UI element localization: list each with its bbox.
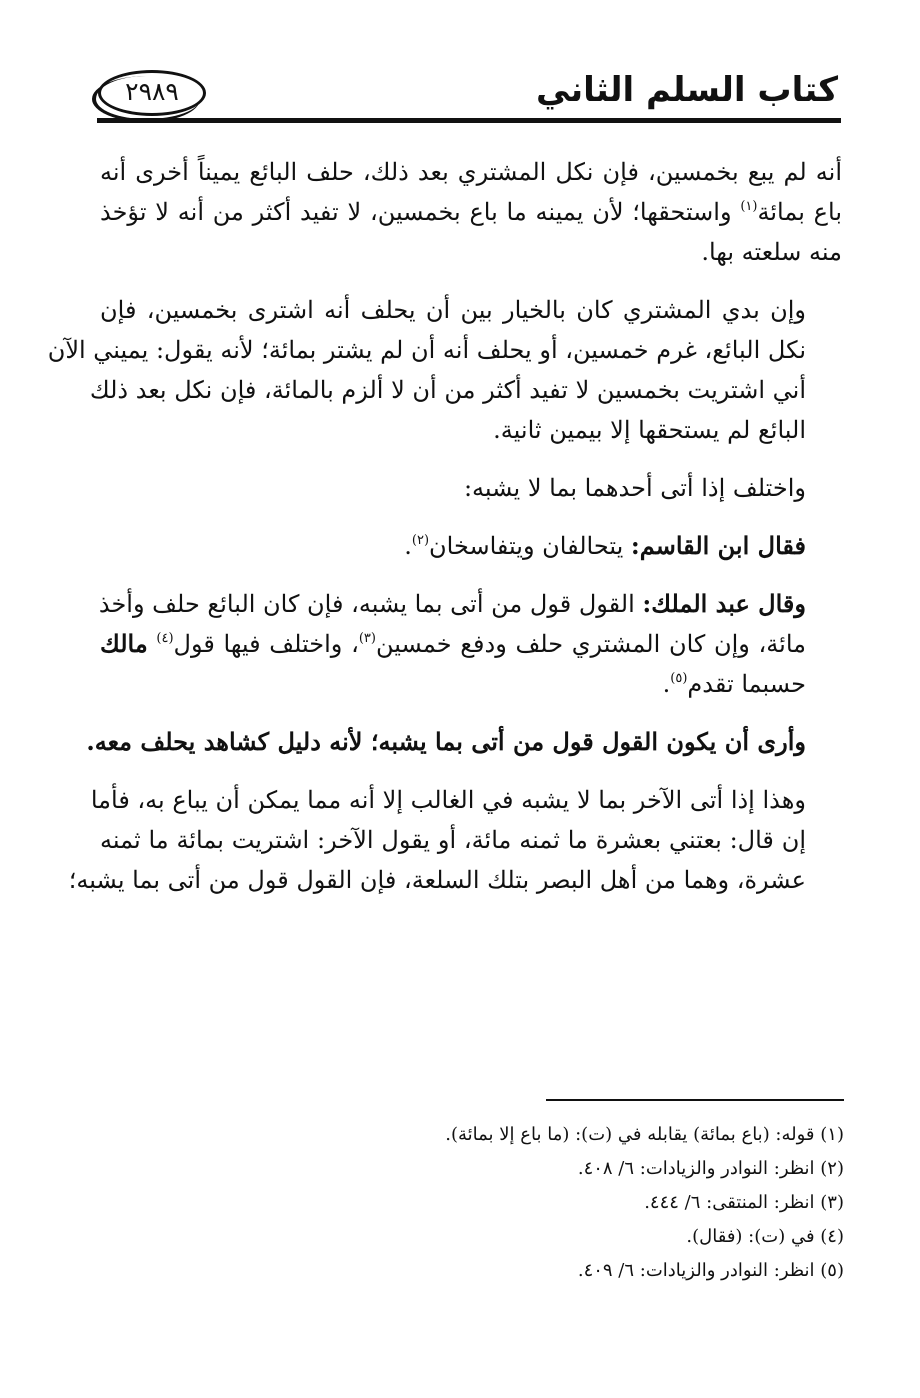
text-line xyxy=(100,664,842,704)
footnotes xyxy=(84,1118,844,1288)
paragraph-1 xyxy=(100,152,842,272)
text-segment: باع بمائة$^{(١)}$ واستحقها؛ لأن يمينه ما باع بخمسين، لا تفيد أكثر من أنه لا تؤخذ xyxy=(100,198,842,226)
text-line xyxy=(100,584,842,624)
text-line: إن قال: بعتني بعشرة ما ثمنه مائة، أو يقول الآخر: اشتريت بمائة ما ثمنه xyxy=(100,826,806,854)
text-line xyxy=(100,526,842,566)
footnote-1: (١) قوله: (باع بمائة) يقابله في (ت): (ما باع إلا بمائة). xyxy=(445,1124,844,1145)
paragraph-5 xyxy=(100,584,842,704)
text-line: أني اشتريت بخمسين لا تفيد أكثر من أن لا ألزم بالمائة، فإن نكل بعد ذلك xyxy=(89,376,806,404)
footnote-5: (٥) انظر: النوادر والزيادات: ٦/ ٤٠٩. xyxy=(577,1260,844,1281)
footnote-4: (٤) في (ت): (فقال). xyxy=(686,1226,844,1247)
text-line: منه سلعته بها. xyxy=(701,238,842,266)
text-line: وأرى أن يكون القول قول من أتى بما يشبه؛ لأنه دليل كشاهد يحلف معه. xyxy=(86,727,806,756)
footnote-marker: (٣) xyxy=(358,631,376,646)
footnote-marker: (٢) xyxy=(411,533,430,548)
text-line: وهذا إذا أتى الآخر بما لا يشبه في الغالب إلا أنه مما يمكن أن يباع به، فأما xyxy=(90,786,806,814)
footnote-rule xyxy=(546,1099,844,1101)
text-line: عشرة، وهما من أهل البصر بتلك السلعة، فإن القول قول من أتى بما يشبه؛ xyxy=(68,866,806,894)
page-number: ٢٩٨٩ xyxy=(125,77,179,106)
paragraph-3 xyxy=(100,468,842,508)
footnote-3: (٣) انظر: المنتقى: ٦/ ٤٤٤. xyxy=(644,1192,844,1213)
paragraph-6 xyxy=(86,722,842,762)
paragraph-7 xyxy=(68,780,842,900)
header-rule xyxy=(97,118,841,123)
scholar-name: وقال عبد الملك: xyxy=(642,589,806,618)
text-segment: . xyxy=(404,532,412,560)
footnote-marker: (٤) xyxy=(156,631,174,646)
text-segment: مائة، وإن كان المشتري حلف ودفع خمسين$^{(٣)}$، واختلف فيها قول$^{(٤)}$ مالك xyxy=(100,629,806,658)
footnote-marker: (٥) xyxy=(670,671,688,686)
footnote-marker: (١) xyxy=(740,199,758,214)
text-segment: يتحالفان ويتفاسخان xyxy=(429,532,624,560)
text-line: واختلف إذا أتى أحدهما بما لا يشبه: xyxy=(463,474,806,502)
footnote-2: (٢) انظر: النوادر والزيادات: ٦/ ٤٠٨. xyxy=(577,1158,844,1179)
text-line: البائع لم يستحقها إلا بيمين ثانية. xyxy=(493,416,806,444)
book-title: كتاب السلم الثاني xyxy=(535,70,838,110)
text-line: نكل البائع، غرم خمسين، أو يحلف أنه أن لم يشتر بمائة؛ لأنه يقول: يميني الآن xyxy=(47,336,806,364)
text-segment: القول قول من أتى بما يشبه، فإن كان البائع حلف وأخذ xyxy=(98,590,635,618)
paragraph-4 xyxy=(100,526,842,566)
text-segment: حسبما تقدم$^{(٥)}$. xyxy=(662,670,806,698)
text-line: وإن بدي المشتري كان بالخيار بين أن يحلف أنه اشترى بخمسين، فإن xyxy=(100,296,806,324)
scholar-name: مالك xyxy=(100,629,148,658)
scholar-name: فقال ابن القاسم: xyxy=(630,531,806,560)
paragraph-2 xyxy=(47,290,842,450)
text-line xyxy=(100,624,842,664)
body-text xyxy=(47,152,842,918)
text-line xyxy=(100,192,842,232)
text-line: أنه لم يبع بخمسين، فإن نكل المشتري بعد ذلك، حلف البائع يميناً أخرى أنه xyxy=(100,158,842,186)
